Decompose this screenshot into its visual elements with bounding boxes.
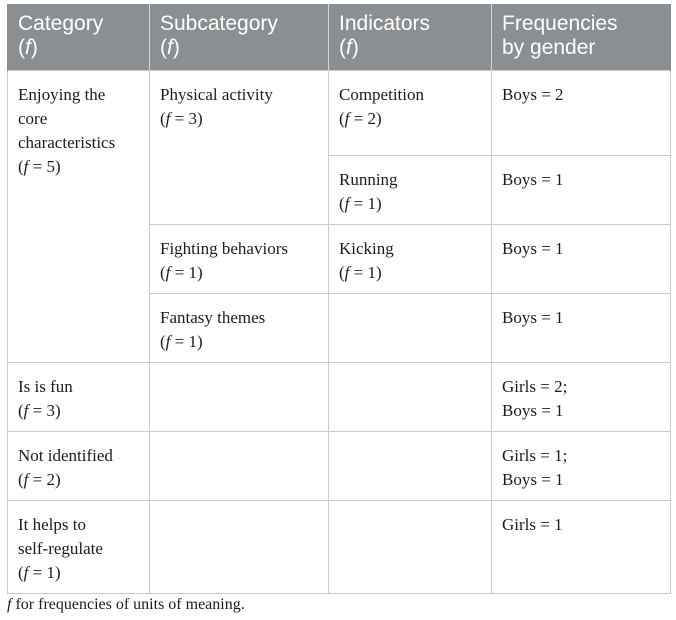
cell-category [8, 70, 150, 362]
cell-indicator [329, 155, 492, 224]
cell-frequency [492, 224, 671, 293]
header-frequencies: Frequencies by gender [492, 4, 671, 70]
cell-subcategory [150, 431, 329, 500]
table-header-row [8, 4, 671, 70]
cell-line: Girls = 1 [502, 514, 563, 534]
table-row [8, 500, 671, 593]
cell-line: Fighting behaviors [160, 238, 288, 258]
cell-line: (f = 3) [18, 400, 61, 420]
cell-frequency [492, 293, 671, 362]
cell-line: (f = 2) [339, 108, 382, 128]
cell-frequency [492, 362, 671, 431]
header-subcategory: Subcategory (f) [150, 4, 329, 70]
table-footnote: f for frequencies of units of meaning. [7, 596, 245, 613]
table-row [8, 70, 671, 155]
cell-subcategory [150, 500, 329, 593]
cell-line: It helps to [18, 514, 86, 534]
cell-category [8, 431, 150, 500]
cell-subcategory [150, 293, 329, 362]
cell-line: (f = 1) [160, 331, 203, 351]
cell-line: characteristics [18, 132, 116, 152]
cell-frequency [492, 431, 671, 500]
cell-category [8, 500, 150, 593]
table-row [8, 362, 671, 431]
cell-frequency [492, 155, 671, 224]
cell-line: Boys = 2 [502, 84, 564, 104]
cell-line: Physical activity [160, 84, 273, 104]
cell-line: Fantasy themes [160, 307, 266, 327]
cell-line: (f = 1) [18, 562, 61, 582]
cell-line: (f = 1) [339, 193, 382, 213]
cell-indicator [329, 70, 492, 155]
cell-line: Enjoying the [18, 84, 106, 104]
cell-line: (f = 1) [160, 262, 203, 282]
cell-line: Girls = 2; [502, 376, 568, 396]
cell-line: Running [339, 169, 398, 189]
cell-line: Kicking [339, 238, 394, 258]
cell-line: (f = 2) [18, 469, 61, 489]
cell-subcategory [150, 362, 329, 431]
cell-line: core [18, 108, 48, 128]
cell-frequency [492, 70, 671, 155]
cell-indicator [329, 224, 492, 293]
cell-indicator [329, 431, 492, 500]
cell-indicator [329, 362, 492, 431]
cell-line: Boys = 1 [502, 400, 564, 420]
cell-line: Boys = 1 [502, 307, 564, 327]
cell-line: Girls = 1; [502, 445, 568, 465]
cell-frequency [492, 500, 671, 593]
cell-indicator [329, 500, 492, 593]
cell-subcategory [150, 224, 329, 293]
cell-line: Boys = 1 [502, 469, 564, 489]
cell-line: (f = 1) [339, 262, 382, 282]
header-category: Category (f) [8, 4, 150, 70]
cell-indicator [329, 293, 492, 362]
data-table [7, 4, 671, 594]
cell-line: (f = 5) [18, 156, 61, 176]
cell-line: Boys = 1 [502, 238, 564, 258]
header-indicators: Indicators (f) [329, 4, 492, 70]
cell-line: Is is fun [18, 376, 73, 396]
cell-category [8, 362, 150, 431]
cell-line: self-regulate [18, 538, 103, 558]
cell-line: Boys = 1 [502, 169, 564, 189]
cell-line: Competition [339, 84, 424, 104]
table-row [8, 431, 671, 500]
cell-line: (f = 3) [160, 108, 203, 128]
cell-line: Not identified [18, 445, 113, 465]
cell-subcategory [150, 70, 329, 224]
